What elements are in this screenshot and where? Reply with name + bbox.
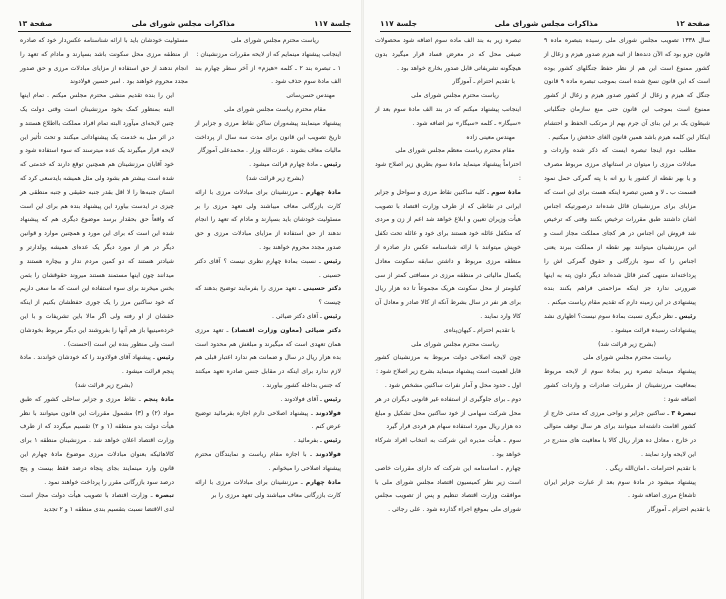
paragraph: تبصرهٔ ۳ ـ ساکنین جزایر و نواحی مرزی که مدتی خارج از کشور اقامت داشته‌اند میتوانند برای هر سال توقف متوالی در خارج ، معادل ده هزار ریال کالا با معافیت های مندرج در این لایحه وارد نمایند . [544,409,696,458]
paragraph: احتراماً پیشنهاد مینماید مادهٔ سوم بطریق زیر اصلاح شود : [375,161,521,182]
speaker-name: فولادوند [315,450,341,458]
paragraph: رئیس ـ مادهٔ چهارم قرائت میشود . [249,161,341,169]
paragraph: مقام محترم ریاست معظم مجلس شورای ملی [395,147,515,155]
speaker-name: دکتر حسینی [303,285,341,293]
paragraph: اول ـ حدود محل و آمار نفرات ساکنین مشخص شود . [384,381,521,389]
speaker-name: دکتر ضیائی (معاون وزارت اقتصاد) [231,326,341,334]
paragraph: مقام محترم ریاست مجلس شورای ملی [224,105,326,113]
paragraph: ریاست محترم مجلس شورای ملی [583,354,671,362]
paragraph: مسئولیت خودشان باید با ارائه شناسنامه عکس‌دار خود که صادره از منطقه مرزی محل سکونت باشد بسپارند و مادام که تعهد را انجام ندهند از حق استفاده از مزایای مبادلات مرزی و حق صدور مجدد محروم خواهند بود . امیر حسین فولادوند [20,37,188,86]
speaker-name: رئیس [323,395,341,403]
right-page-header [380,17,710,32]
speaker-name: رئیس [323,312,341,320]
paragraph: سال ۱۳۳۸ تصویب مجلس شورای ملی رسیده بتبصره ماده ۹ قانون جزو بود که الآن دنده‌ها از اثبه هیزم صدور هیزم و زغال از کشور ممنوع است این هم از نظر حفظ جنگلهای کشور بوده است که این قانون نسخ شده است بموجب تبصره ماده ۹ قانون جنگل که هیزم و زغال از کشور صدور هیزم و زغال از کشور ممنوع است بموجب این قانون حتی منع سازمان جنگلبانی شیطون یک بر این بنای آن جرم بهم از مرتکب الحفظ و احتشام اینکار این کلمه هیزم باشد همین قانون الغای حذفش را میکنیم . [544,37,710,141]
paragraph: مادهٔ چهارم ـ مرزنشینان برای مبادلات مرزی با ارائه کارت بازرگانی معاف میباشند ولی تعهد مرزی را بر [195,478,341,500]
right-page-column-2 [375,34,535,517]
paragraph: با تقدیم احترام ـ آموزگار [647,506,710,514]
left-page-column-2 [20,34,188,517]
paragraph: رئیس ـ نظر دیگری نسبت بمادهٔ سوم نیست؟ اظهاری نشد پیشنهادات رسیده قرائت میشود . [544,312,696,334]
paragraph: فولادوند ـ پیشنهاد اصلاحی دارم اجازه بفرمائید توضیح عرض کنم . [195,409,341,431]
paragraph: مطلب دوم اینجا تبصره ایست که ذکر شده واردات و مبادلات مرزی را میتوان در استانهای مرزی مربوط مصرف و یا بهر نقطه از کشور یا رو انه با پته گمرکی حمل نمود قسمت ب ـ لا و همین تبصره اینکه هست برای این است که مزایای برای مرزنشینان قائل شده‌اند درصورتیکه اجناس اشان داشتند طبق مقررات ترخیص بکنند وقتی که ترخیص شد فروش این اجناس در هر کجای مملکت مجاز است و این مرزنشینان میتوانند بهر نقطه از مملکت ببرند یعنی اجناس را که سود بازرگانی و حقوق گمرکی اش را پرداخته‌اند متنهی کمتر قائل شده‌اند دیگر داون پته به اینها ضرورتی ندارد جز اینکه مزاحمتی فراهم بکنند بنده پیشنهادی در این زمینه دارم که تقدیم مقام ریاست میکنم . [544,147,696,307]
speaker-name: مادهٔ چهارم [305,478,341,486]
paragraph: چهارم ـ اساسنامه این شرکت که دارای مقررات خاصی است زیر نظر کمیسیون اقتصاد مجلس شورای ملی با موافقت وزارت اقتصاد تنظیم و پس از تصویب مجلس شورای ملی بموقع اجراء گذارده شود . علی رجائی . [375,464,521,514]
left-page-header [18,17,351,32]
paragraph: مادهٔ چهارم ـ مرزنشینان برای مبادلات مرزی با ارائه کارت بازرگانی معاف میباشند ولی تعهد مرزی را بر مسئولیت خودشان باید بسپارند و مادام که تعهد را انجام ندهند از حق استفاده از مزایای مبادلات مرزی و حق صدور مجدد محروم خواهند بود . [195,188,341,251]
paragraph: پیشنهاد مینماید تبصره زیر بمادهٔ سوم از لایحه مربوط بمعافیت مرزنشینان از مقررات صادرات و واردات کشور اضافه شود : [544,368,696,403]
session-number: جلسة ۱۱۷ [380,18,418,28]
paragraph: سوم ـ هیأت مدیره این شرکت به انتخاب افراد شرکاء خواهد بود . [375,437,521,458]
paragraph: پیشنهاد میشود در مادهٔ سوم بعد از عبارت جزایر ایران تاشعاع مرزی اضافه شود . [544,478,696,500]
paragraph: (بشرح زیر قرائت شد) [246,174,304,182]
paragraph: مادهٔ سوم ـ کلیه ساکنین نقاط مرزی و سواحل و جزایر ایرانی در نقاطی که از طرف وزارت اقتصاد با تصویب هیأت وزیران تعیین و ابلاغ خواهد شد اعم از زن و مردی که متکفل عائله خود هستند برای خود و عائله تحت تکفل خویش میتوانند با ارائه شناسنامه عکس دار صادره از منطقه مرزی مربوط و داشتن سابقه سکونت معادل یکسال مالیاتی در منطقه مرزی در مسافتی کمتر از سی کیلومتر از محل سکونت هریک مجموعاً تا ده هزار ریال برای هر نفر در سال بشرط آنکه از کالا صادر و معادل آن کالا وارد نمایند . [375,188,521,320]
page-number: صفحة ۱۲ [675,18,710,28]
paragraph: با تقدیم احترام ـ کیهان‌پناه‌ی [443,326,515,334]
paragraph: پیشنهاد مینمایند پیشه‌وران ساکن نقاط مرزی و جزایر از تاریخ تصویب این قانون برای مدت سه سال از پرداخت مالیات معاف بشوند . عزت‌الله وزار . محمدعلی آموزگار [195,119,341,155]
paragraph: تبصره ـ وزارت اقتصاد با تصویب هیأت دولت مجاز است لدی الاقتضا نسبت بتقسیم بندی منطقه ۱ و ۲ تجدید [20,492,174,514]
paragraph: ریاست محترم مجلس شورای ملی [411,340,499,348]
left-page-column-1 [195,34,355,503]
speaker-name: فولادوند [315,409,341,417]
journal-title: مذاکرات مجلس شورای ملی [131,18,235,28]
paragraph: (بشرح زیر قرائت شد) [598,340,656,348]
paragraph: رئیس ـ آقای دکتر ضیائی . [271,312,341,320]
paragraph: رئیس ـ آقای فولادوند . [280,395,341,403]
paragraph: مادهٔ پنجم ـ نقاط مرزی و جزایر ساحلی کشور که طبق مواد (۲) و (۳) مشمول مقررات این قانون میتوانند با نظر هیأت دولت بدو منطقه (۱ و ۲) تقسیم میگردد که از طرف وزارت اقتصاد اعلان خواهد شد . مرزنشینان منطقه ۱ برای کالاهائیکه بعنوان مبادلات مرزی موضوع مادهٔ چهارم این قانون وارد مینمایند بجای پنجاه درصد فقط بیست و پنج درصد سود بازرگانی مقرر را پرداخت خواهند نمود . [20,395,174,486]
speaker-name: رئیس [323,161,341,169]
speaker-name: مادهٔ چهارم [305,188,341,196]
paragraph: چون لایحه اصلاحی دولت مربوط به مرزنشینان کشور قابل اهمیت است پیشنهاد مینماید بشرح زیر اصلاح شود : [375,354,521,376]
paragraph: ریاست محترم مجلس شورای ملی [231,37,319,44]
paragraph: اینجانب پیشنهاد میکنم که در بند الف مادهٔ سوم بعد از «سیگار» ـ کلمه «سیگار» نیز اضافه شود . [375,105,521,127]
paragraph: تبصره زیر به بند الف ماده سوم اضافه شود محصولات صیفی محل که در معرض فساد قرار میگیرد بدون هیچگونه تشریفاتی قابل صدور بخارج خواهد بود . [375,37,521,72]
paragraph: رئیس ـ بفرمائید . [293,437,341,445]
paragraph: با تقدیم احترام ـ آموزگار [452,78,515,86]
paragraph: (بشرح زیر قرائت شد) [75,381,133,389]
right-page-column-1 [544,34,710,517]
journal-title: مذاکرات مجلس شورای ملی [494,18,598,28]
speaker-name: مادهٔ سوم [491,188,521,196]
speaker-name: مادهٔ پنجم [143,395,174,403]
paragraph: مهندس معینی زاده [466,133,515,141]
paragraph: ریاست محترم مجلس شورای ملی [411,92,499,100]
speaker-name: رئیس [678,312,696,320]
paragraph: اینجانب پیشنهاد مینمایم که از لایحه مقررات مرزنشینان : [196,50,341,58]
speaker-name: رئیس [323,257,341,265]
speaker-name: تبصره [155,492,174,500]
paragraph: فولادوند ـ با اجازه مقام ریاست و نمایندگان محترم پیشنهاد اصلاحی را میخوانم . [195,450,341,472]
paragraph: دکتر حسینی ـ تعهد مرزی را بفرمایند توضیح بدهند که چیست ؟ [195,285,341,307]
paragraph: رئیس ـ نسبت بمادهٔ چهارم نظری نیست ؟ آقای دکتر حسینی . [195,257,341,279]
speaker-name: رئیس [156,354,174,362]
session-number: جلسة ۱۱۷ [314,18,351,28]
paragraph: دوم ـ برای جلوگیری از استفاده غیر قانونی دیگران در هر محل شرکت سهامی از خود ساکنین محل تشکیل و مبلغ ده هزار ریال مورد استفاده سهام هر فردی قرار گیرد [375,395,521,431]
paragraph: رئیس ـ پیشنهاد آقای فولادوند را که خودشان خواندند . مادهٔ پنجم قرائت میشود . [20,354,174,376]
paragraph: دکتر ضیائی (معاون وزارت اقتصاد) ـ تعهد مرزی همان تعهدی است که میگیرند و مبلغش هم محدود است بده هزار ریال در سال و ضمانت هم ندارد اعتبار قبلی هم لازم ندارد برای اینکه در مقابل جنس صادره تعهد میکنند که جنس بداخله کشور بیاورند . [195,326,341,389]
page-number: صفحة ۱۳ [18,18,53,28]
paragraph: مهندس حسن‌ساتی [286,92,335,100]
paragraph: این را بنده تقدیم منشی محترم مجلس میکنم . تمام اینها البته بمنظور کمک بخود مرزنشینان است وقتی دولت یک چنین لایحه‌ای میآورد البته تمام افراد مملکت بااطلاع هستند و در اثر میل به خدمت یک پیشنهاداتی میکنند و تحت تأثیر این لایحه قرار میگیرند یک عده میترسند که سوء استفاده شود و خود آقایان مرزنشینان هم همچنین توقع دارند که خدمتی که شده است بیشتر هم بشود ولی مثل همیشه بایدسعی کرد که انسان جنبه‌ها را لا اقل بقدر جنبه حقیقی و جنبه منطقی هر چیزی در ایدست بیاورد این پیشنهاد بنده هم برای این است که واقعاً حق بحقدار برسد موضوع دیگری هم که پیشنهاد شده این است که برای این مورد و همچنین موارد و قوانین دیگر در هر از مورد دیگر یک عده‌ای همیشه پولدارتر و شیادتر هستند که دو کمین مردم ندار و بیچاره هستند و میدانند چون اینها مستمند هستند میروند حقوقشان را بثمن بخس میخرند برای سوء استفاده این است که ما سعی داریم که خود ساکنین مرز را یک جوری حفظشان بکنیم از اینکه حقشان از او رفته ولی اگر مالا باین تشریفات و با این خرده‌مینیها باز هم آنها را بفروشند این دیگر مربوط بخودشان است ولی منظور بنده این است (احسنت) . [19,92,174,348]
speaker-name: رئیس [323,437,341,445]
page-fold [361,0,364,599]
speaker-name: تبصرهٔ ۳ [671,409,696,417]
paragraph: با تقدیم احترامات ـ امان‌الله ریگی . [605,464,696,472]
paragraph: ۱ ـ تبصره بند ۲ ـ کلمه «هیزم» از آخر سطر چهارم بند الف مادهٔ سوم حذف شود . [195,64,341,86]
